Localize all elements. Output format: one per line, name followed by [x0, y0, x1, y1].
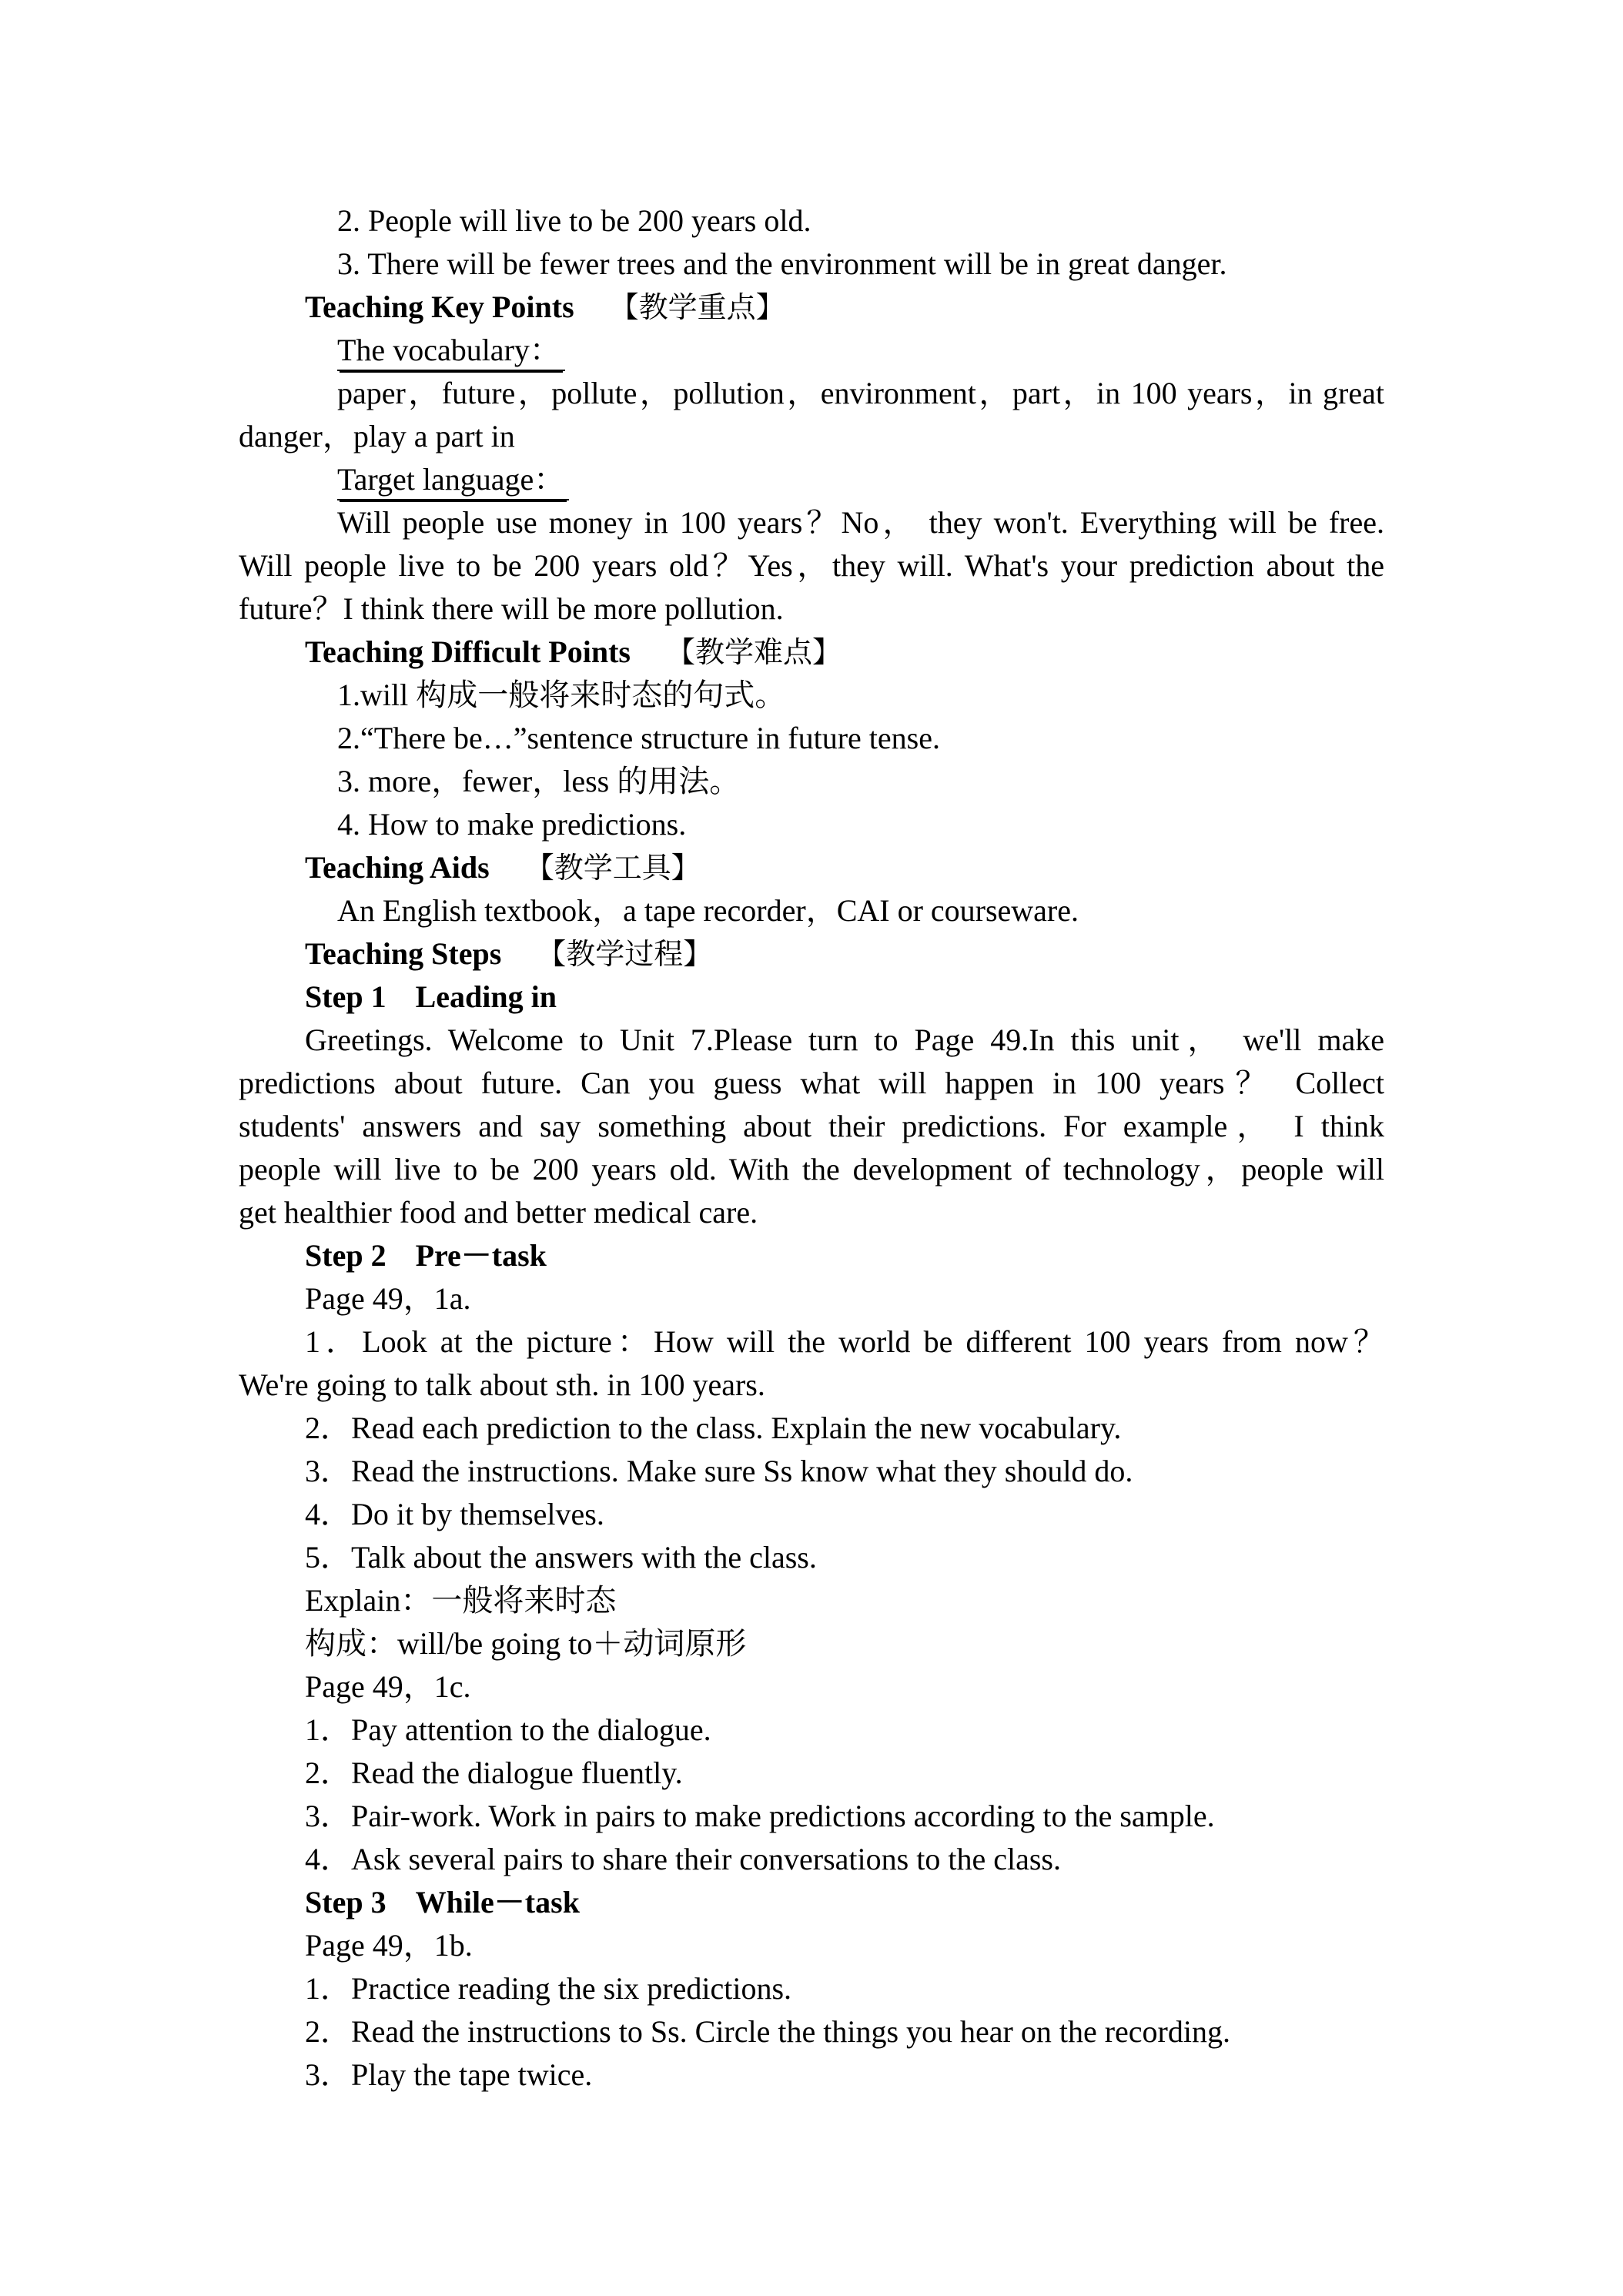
explain-line: Explain：一般将来时态: [305, 1583, 617, 1618]
step1-title: Leading in: [415, 979, 557, 1014]
step2-item: 3．Pair-work. Work in pairs to make predictions according to the sample.: [305, 1799, 1215, 1833]
step3-item: 3．Play the tape twice.: [305, 2057, 593, 2092]
step2-title: Pre－task: [415, 1238, 547, 1273]
page-ref: Page 49，1b.: [305, 1928, 473, 1963]
step2-label: Step 2: [305, 1238, 387, 1273]
aids-heading: Teaching Aids: [305, 850, 490, 885]
step3-item: 1．Practice reading the six predictions.: [305, 1971, 792, 2006]
key-points-heading: Teaching Key Points: [305, 290, 574, 324]
step3-heading: [305, 1881, 1384, 1924]
intro-item: 3. There will be fewer trees and the environment will be in great danger.: [337, 246, 1227, 281]
step2-item-cont: We're going to talk about sth. in 100 years.: [239, 1367, 765, 1402]
difficult-points-heading-cn: 【教学难点】: [666, 635, 842, 669]
step1-line: students' answers and say something about their predictions. For example， I think: [239, 1109, 1384, 1143]
target-line: Will people use money in 100 years？No， they won't. Everything will be free.: [337, 505, 1384, 540]
step2-item: 2．Read the dialogue fluently.: [305, 1755, 683, 1790]
vocab-label-line: [337, 329, 1384, 372]
page-ref: Page 49，1a.: [305, 1281, 471, 1316]
vocab-line: paper，future，pollute，pollution，environment，part，in 100 years，in great: [337, 376, 1384, 410]
step1-line: people will live to be 200 years old. With the development of technology，people will: [239, 1152, 1384, 1186]
vocab-label: The vocabulary：: [337, 332, 565, 371]
key-points-heading-cn: 【教学重点】: [609, 290, 785, 324]
steps-heading: Teaching Steps: [305, 936, 502, 971]
aids-text: An English textbook，a tape recorder，CAI or courseware.: [337, 893, 1079, 928]
structure-line: 构成：will/be going to＋动词原形: [305, 1626, 747, 1661]
difficult-point-item: 1.will 构成一般将来时态的句式。: [337, 678, 786, 712]
step3-item: 2．Read the instructions to Ss. Circle the things you hear on the recording.: [305, 2014, 1230, 2049]
step2-heading: [305, 1234, 1384, 1277]
target-label: Target language：: [337, 461, 569, 500]
step2-item: 3．Read the instructions. Make sure Ss know what they should do.: [305, 1454, 1133, 1488]
step2-item: 2．Read each prediction to the class. Explain the new vocabulary.: [305, 1411, 1122, 1445]
key-points-heading-line: [305, 286, 1384, 329]
difficult-point-item: 4. How to make predictions.: [337, 807, 687, 842]
aids-heading-cn: 【教学工具】: [524, 851, 701, 885]
target-label-line: [337, 458, 1384, 501]
step1-line: Greetings. Welcome to Unit 7.Please turn to Page 49.In this unit， we'll make: [305, 1022, 1384, 1057]
steps-heading-line: [305, 932, 1384, 976]
step1-line: predictions about future. Can you guess what will happen in 100 years？ Collect: [239, 1066, 1384, 1100]
step1-label: Step 1: [305, 979, 387, 1014]
steps-heading-cn: 【教学过程】: [537, 937, 713, 971]
step1-line: get healthier food and better medical care.: [239, 1195, 758, 1230]
vocab-line: danger，play a part in: [239, 419, 515, 454]
page-ref: Page 49，1c.: [305, 1669, 471, 1704]
step2-item: 1．Pay attention to the dialogue.: [305, 1712, 711, 1747]
intro-item: 2. People will live to be 200 years old.: [337, 203, 812, 238]
step2-item: 4．Ask several pairs to share their conversations to the class.: [305, 1842, 1061, 1876]
step3-title: While－task: [415, 1885, 580, 1919]
aids-heading-line: [305, 846, 1384, 889]
difficult-point-item: 3. more，fewer，less 的用法。: [337, 764, 741, 798]
step3-label: Step 3: [305, 1885, 387, 1919]
target-line: future？I think there will be more pollution.: [239, 591, 784, 626]
step2-item: 4．Do it by themselves.: [305, 1497, 604, 1531]
target-line: Will people live to be 200 years old？Yes，they will. What's your prediction about the: [239, 548, 1384, 583]
step2-item: 5．Talk about the answers with the class.: [305, 1540, 817, 1575]
difficult-points-heading-line: [305, 631, 1384, 674]
step2-item: 1．Look at the picture：How will the world be different 100 years from now？: [305, 1324, 1384, 1359]
difficult-points-heading: Teaching Difficult Points: [305, 634, 631, 669]
step1-heading: [305, 976, 1384, 1019]
difficult-point-item: 2.“There be…”sentence structure in future tense.: [337, 721, 940, 755]
